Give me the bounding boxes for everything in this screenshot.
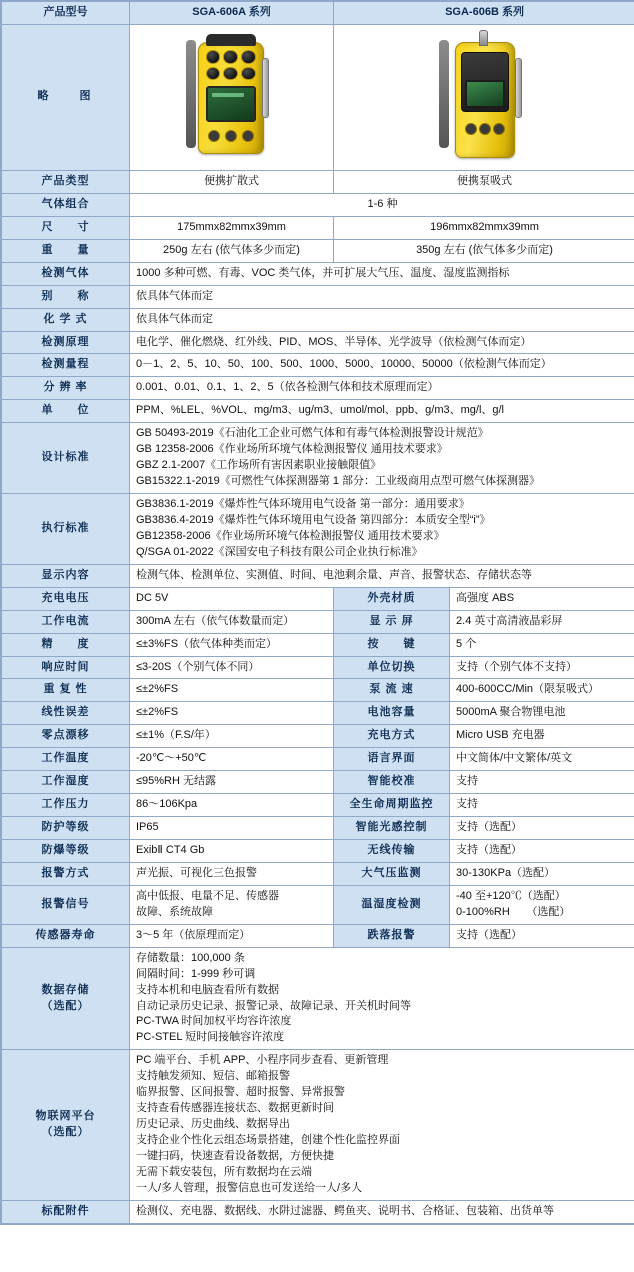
value-exec-standard: [130, 494, 634, 565]
design-standard-line: GB15322.1-2019《可燃性气体探测器第 1 部分：工业级商用点型可燃气体探测器》: [136, 475, 541, 488]
data-storage-line: 存储数量：100,000 条: [136, 951, 245, 964]
label-shell-material: 外壳材质: [334, 587, 450, 610]
value-light-sensing-control: 支持（选配）: [450, 817, 634, 840]
label-working-humidity: 工作湿度: [2, 771, 130, 794]
label-keys: 按 键: [334, 633, 450, 656]
label-data-storage: [2, 947, 130, 1050]
value-unit-switch: 支持（个别气体不支持）: [450, 656, 634, 679]
value-charge-voltage: DC 5V: [130, 587, 334, 610]
value-sensor-life: 3～5 年（依原理而定）: [130, 924, 334, 947]
value-size-b: 196mmx82mmx39mm: [334, 216, 634, 239]
label-repeatability: 重 复 性: [2, 679, 130, 702]
value-weight-a: 250g 左右 (依气体多少而定): [130, 239, 334, 262]
value-range: 0－1、2、5、10、50、100、500、1000、5000、10000、50000（依检测气体而定）: [130, 354, 634, 377]
row-principle: [2, 331, 634, 354]
value-formula: 依具体气体而定: [130, 308, 634, 331]
value-zero-drift: ≤±1%（F.S/年）: [130, 725, 334, 748]
header-col-a: SGA-606A 系列: [130, 2, 334, 25]
value-alarm-signal: [130, 885, 334, 924]
iot-line: 一人/多人管理，报警信息也可发送给一人/多人: [136, 1181, 363, 1194]
value-design-standard: [130, 423, 634, 494]
label-alarm-method: 报警方式: [2, 862, 130, 885]
value-pump-flow: 400-600CC/Min（限泵吸式）: [450, 679, 634, 702]
row-pair: [2, 817, 634, 840]
value-working-pressure: 86～106Kpa: [130, 794, 334, 817]
design-standard-line: GBZ 2.1-2007《工作场所有害因素职业接触限值》: [136, 459, 382, 472]
row-product-type: [2, 170, 634, 193]
label-accessories: 标配附件: [2, 1200, 130, 1223]
value-protection-grade: IP65: [130, 817, 334, 840]
header-model-label: 产品型号: [2, 2, 130, 25]
value-principle: 电化学、催化燃烧、红外线、PID、MOS、半导体、光学波导（依检测气体而定）: [130, 331, 634, 354]
row-design-standard: [2, 423, 634, 494]
label-formula: 化 学 式: [2, 308, 130, 331]
row-alias: [2, 285, 634, 308]
value-air-pressure-monitor: 30-130KPa（选配）: [450, 862, 634, 885]
table-header-row: [2, 2, 634, 25]
data-storage-line: 自动记录历史记录、报警记录、故障记录、开关机时间等: [136, 999, 411, 1012]
label-protection-grade: 防护等级: [2, 817, 130, 840]
value-lifecycle-monitoring: 支持: [450, 794, 634, 817]
label-design-standard: 设计标准: [2, 423, 130, 494]
row-detect-gas: [2, 262, 634, 285]
label-sensor-life: 传感器寿命: [2, 924, 130, 947]
value-battery-capacity: 5000mA 聚合物锂电池: [450, 702, 634, 725]
label-iot-platform-line1: 物联网平台: [35, 1110, 96, 1123]
label-explosion-grade: 防爆等级: [2, 840, 130, 863]
label-linear-error: 线性误差: [2, 702, 130, 725]
value-working-current: 300mA 左右（依气体数量而定）: [130, 610, 334, 633]
label-alias: 别 称: [2, 285, 130, 308]
row-pair: [2, 794, 634, 817]
data-storage-line: 间隔时间：1-999 秒可调: [136, 967, 256, 980]
data-storage-line: PC-TWA 时间加权平均容许浓度: [136, 1015, 292, 1028]
label-principle: 检测原理: [2, 331, 130, 354]
spec-table: [1, 1, 634, 1224]
row-unit: [2, 400, 634, 423]
iot-line: 支持企业个性化云组态场景搭建，创建个性化监控界面: [136, 1134, 400, 1146]
row-data-storage: [2, 947, 634, 1050]
label-display-content: 显示内容: [2, 564, 130, 587]
value-size-a: 175mmx82mmx39mm: [130, 216, 334, 239]
device-image-a: [130, 24, 334, 170]
value-alarm-method: 声光振、可视化三色报警: [130, 862, 334, 885]
label-working-temperature: 工作温度: [2, 748, 130, 771]
value-drop-alarm: 支持（选配）: [450, 924, 634, 947]
design-standard-line: GB 50493-2019《石油化工企业可燃气体和有毒气体检测报警设计规范》: [136, 427, 489, 440]
row-pair: [2, 840, 634, 863]
value-product-type-a: 便携扩散式: [130, 170, 334, 193]
label-working-pressure: 工作压力: [2, 794, 130, 817]
exec-standard-line: GB3836.4-2019《爆炸性气体环境用电气设备 第四部分：本质安全型“i”》: [136, 513, 491, 526]
label-light-sensing-control: 智能光感控制: [334, 817, 450, 840]
row-iot-platform: [2, 1050, 634, 1200]
value-iot-platform: [130, 1050, 634, 1200]
label-detect-gas: 检测气体: [2, 262, 130, 285]
label-iot-platform-line2: （选配）: [41, 1126, 90, 1139]
iot-line: 无需下载安装包，所有数据均在云端: [136, 1165, 312, 1178]
portable-gas-detector-pump-icon: [437, 28, 533, 160]
label-accuracy: 精 度: [2, 633, 130, 656]
iot-line: 历史记录、历史曲线、数据导出: [136, 1118, 290, 1131]
data-storage-line: PC-STEL 短时间接触容许浓度: [136, 1031, 285, 1044]
row-pair: [2, 656, 634, 679]
exec-standard-line: GB3836.1-2019《爆炸性气体环境用电气设备 第一部分：通用要求》: [136, 498, 470, 510]
iot-line: 支持触发须知、短信、邮箱报警: [136, 1070, 290, 1083]
label-wireless-transmission: 无线传输: [334, 840, 450, 863]
value-data-storage: [130, 947, 634, 1050]
value-wireless-transmission: 支持（选配）: [450, 840, 634, 863]
value-repeatability: ≤±2%FS: [130, 679, 334, 702]
row-pair: [2, 771, 634, 794]
label-product-type: 产品类型: [2, 170, 130, 193]
value-temp-humidity-detection: [450, 885, 634, 924]
portable-gas-detector-diffusion-icon: [184, 28, 280, 160]
label-sketch: 略 图: [2, 24, 130, 170]
value-response-time: ≤3-20S（个别气体不同）: [130, 656, 334, 679]
row-display-content: [2, 564, 634, 587]
exec-standard-line: GB12358-2006《作业场所环境气体检测报警仪 通用技术要求》: [136, 529, 445, 542]
label-size: 尺 寸: [2, 216, 130, 239]
row-pair: [2, 610, 634, 633]
label-air-pressure-monitor: 大气压监测: [334, 862, 450, 885]
value-alias: 依具体气体而定: [130, 285, 634, 308]
value-unit: PPM、%LEL、%VOL、mg/m3、ug/m3、umol/mol、ppb、g/m3、mg/l、g/l: [130, 400, 634, 423]
value-keys: 5 个: [450, 633, 634, 656]
row-weight: [2, 239, 634, 262]
value-product-type-b: 便携泵吸式: [334, 170, 634, 193]
label-working-current: 工作电流: [2, 610, 130, 633]
row-pair: [2, 702, 634, 725]
iot-line: 临界报警、区间报警、超时报警、异常报警: [136, 1086, 345, 1099]
row-pair: [2, 633, 634, 656]
row-sketch: [2, 24, 634, 170]
label-response-time: 响应时间: [2, 656, 130, 679]
value-detect-gas: 1000 多种可燃、有毒、VOC 类气体，并可扩展大气压、温度、湿度监测指标: [130, 262, 634, 285]
temp-humidity-line: 0-100%RH （选配）: [456, 905, 571, 918]
label-charge-voltage: 充电电压: [2, 587, 130, 610]
label-drop-alarm: 跌落报警: [334, 924, 450, 947]
iot-line: 一键扫码，快速查看设备数据，方便快捷: [136, 1149, 334, 1162]
value-linear-error: ≤±2%FS: [130, 702, 334, 725]
alarm-signal-line: 故障、系统故障: [136, 905, 213, 918]
design-standard-line: GB 12358-2006《作业场所环境气体检测报警仪 通用技术要求》: [136, 443, 448, 456]
value-display-content: 检测气体、检测单位、实测值、时间、电池剩余量、声音、报警状态、存储状态等: [130, 564, 634, 587]
label-lifecycle-monitoring: 全生命周期监控: [334, 794, 450, 817]
label-data-storage-line1: 数据存储: [41, 983, 90, 996]
label-temp-humidity-detection: 温湿度检测: [334, 885, 450, 924]
iot-line: PC 端平台、手机 APP、小程序同步查看、更新管理: [136, 1054, 389, 1067]
row-gas-combo: [2, 193, 634, 216]
row-range: [2, 354, 634, 377]
value-display-screen: 2.4 英寸高清液晶彩屏: [450, 610, 634, 633]
row-pair: [2, 587, 634, 610]
label-pump-flow: 泵 流 速: [334, 679, 450, 702]
row-accessories: [2, 1200, 634, 1223]
label-alarm-signal: 报警信号: [2, 885, 130, 924]
value-resolution: 0.001、0.01、0.1、1、2、5（依各检测气体和技术原理而定）: [130, 377, 634, 400]
value-smart-calibration: 支持: [450, 771, 634, 794]
value-accuracy: ≤±3%FS（依气体种类而定）: [130, 633, 334, 656]
value-accessories: 检测仪、充电器、数据线、水阱过滤器、鳄鱼夹、说明书、合格证、包装箱、出货单等: [130, 1200, 634, 1223]
row-pair: [2, 748, 634, 771]
label-language: 语言界面: [334, 748, 450, 771]
label-charge-method: 充电方式: [334, 725, 450, 748]
row-formula: [2, 308, 634, 331]
row-resolution: [2, 377, 634, 400]
device-image-b: [334, 24, 634, 170]
row-size: [2, 216, 634, 239]
row-pair: [2, 725, 634, 748]
temp-humidity-line: -40 至+120℃（选配）: [456, 889, 566, 902]
value-shell-material: 高强度 ABS: [450, 587, 634, 610]
value-explosion-grade: ExibⅡ CT4 Gb: [130, 840, 334, 863]
label-zero-drift: 零点漂移: [2, 725, 130, 748]
row-sensor-life: [2, 924, 634, 947]
label-unit-switch: 单位切换: [334, 656, 450, 679]
value-working-humidity: ≤95%RH 无结露: [130, 771, 334, 794]
iot-line: 支持查看传感器连接状态、数据更新时间: [136, 1102, 334, 1115]
exec-standard-line: Q/SGA 01-2022《深国安电子科技有限公司企业执行标准》: [136, 545, 423, 558]
alarm-signal-line: 高中低报、电量不足、传感器: [136, 889, 279, 902]
label-iot-platform: [2, 1050, 130, 1200]
value-gas-combo: 1-6 种: [130, 193, 634, 216]
row-alarm-signal: [2, 885, 634, 924]
label-unit: 单 位: [2, 400, 130, 423]
label-resolution: 分 辨 率: [2, 377, 130, 400]
value-weight-b: 350g 左右 (依气体多少而定): [334, 239, 634, 262]
value-charge-method: Micro USB 充电器: [450, 725, 634, 748]
row-pair: [2, 679, 634, 702]
row-pair: [2, 862, 634, 885]
label-gas-combo: 气体组合: [2, 193, 130, 216]
label-range: 检测量程: [2, 354, 130, 377]
label-exec-standard: 执行标准: [2, 494, 130, 565]
label-battery-capacity: 电池容量: [334, 702, 450, 725]
value-language: 中文简体/中文繁体/英文: [450, 748, 634, 771]
label-weight: 重 量: [2, 239, 130, 262]
row-exec-standard: [2, 494, 634, 565]
value-working-temperature: -20℃～+50℃: [130, 748, 334, 771]
data-storage-line: 支持本机和电脑查看所有数据: [136, 983, 279, 996]
header-col-b: SGA-606B 系列: [334, 2, 634, 25]
label-display-screen: 显 示 屏: [334, 610, 450, 633]
label-smart-calibration: 智能校准: [334, 771, 450, 794]
label-data-storage-line2: （选配）: [41, 999, 90, 1012]
